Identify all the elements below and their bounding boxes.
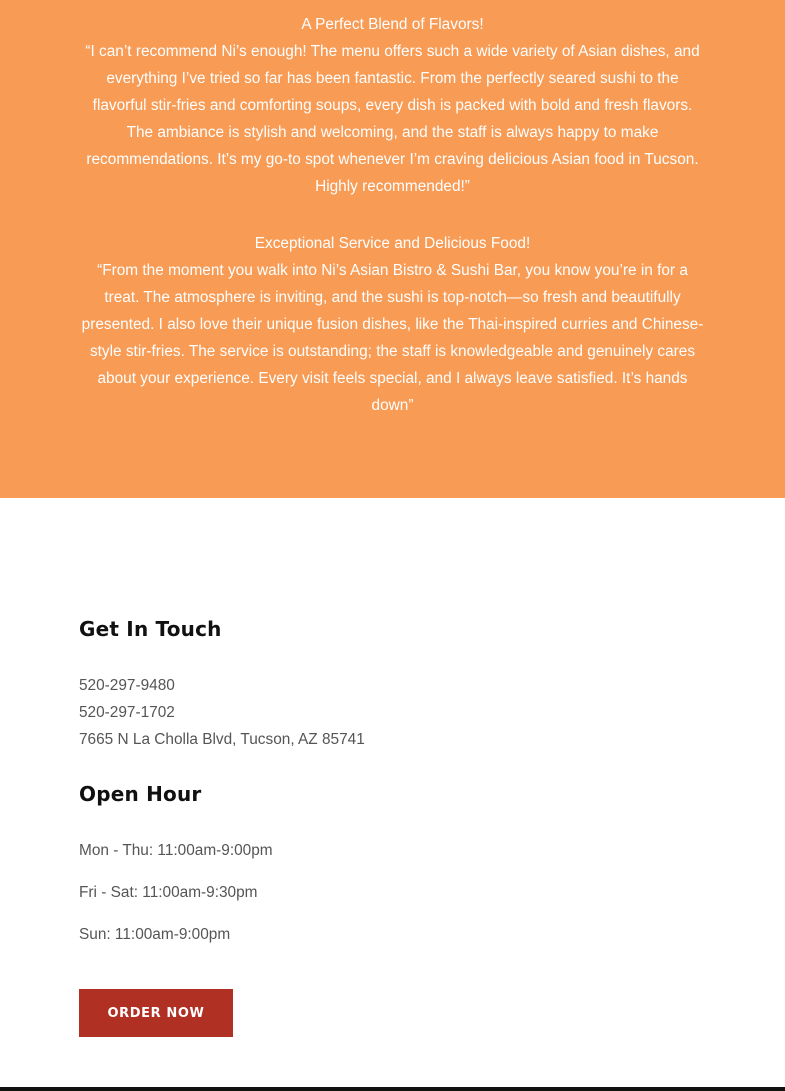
review-card <box>78 11 707 200</box>
address-text: 7665 N La Cholla Blvd, Tucson, AZ 85741 <box>79 731 365 748</box>
phone-link-1[interactable]: 520-297-9480 <box>79 677 175 694</box>
open-hour-heading: Open Hour <box>79 782 202 806</box>
hours-fri-sat: Fri - Sat: 11:00am-9:30pm <box>79 884 258 901</box>
review-title: Exceptional Service and Delicious Food! <box>254 235 531 252</box>
order-now-button[interactable]: ORDER NOW <box>79 989 233 1037</box>
hours-sun: Sun: 11:00am-9:00pm <box>79 926 231 943</box>
review-text: “I can’t recommend Ni’s enough! The menu offers such a wide variety of Asian dishes, and everything I’ve tried so far has been fantastic. From the perfectly seared sushi to the flavorful stir-fries and comforting soups, every dish is packed with bold and fresh flavors. The ambiance is stylish and welcoming, and the staff is always happy to make recommendations. It’s my go-to spot whenever I’m craving delicious Asian food in Tucson. Highly recommended!” <box>85 43 700 195</box>
get-in-touch-heading: Get In Touch <box>79 617 222 641</box>
phone-link-2[interactable]: 520-297-1702 <box>79 704 175 721</box>
review-title: A Perfect Blend of Flavors! <box>301 16 484 33</box>
footer-divider <box>0 1087 785 1091</box>
review-card <box>78 230 707 419</box>
hours-mon-thu: Mon - Thu: 11:00am-9:00pm <box>79 842 273 859</box>
reviews-section <box>0 0 785 498</box>
review-text: “From the moment you walk into Ni’s Asian Bistro & Sushi Bar, you know you’re in for a treat. The atmosphere is inviting, and the sushi is top-notch—so fresh and beautifully presented. I also love their unique fusion dishes, like the Thai-inspired curries and Chinese-style stir-fries. The service is outstanding; the staff is knowledgeable and genuinely cares about your experience. Every visit feels special, and I always leave satisfied. It’s hands down” <box>81 262 704 414</box>
